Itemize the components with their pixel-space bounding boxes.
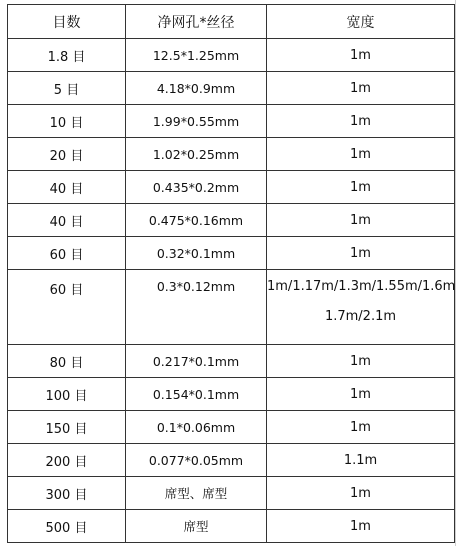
mesh-spec-table [7, 4, 455, 543]
mesh-count-cell: 150 目 [8, 411, 126, 444]
mesh-count-cell: 40 目 [8, 171, 126, 204]
width-cell: 1m [267, 378, 455, 411]
aperture-wire-cell: 席型 [126, 510, 267, 543]
mesh-count-cell: 10 目 [8, 105, 126, 138]
table-row [8, 105, 455, 138]
mesh-count-cell: 500 目 [8, 510, 126, 543]
page-edge-line [455, 0, 456, 546]
table-row [8, 237, 455, 270]
header-mesh-count: 目数 [8, 5, 126, 39]
aperture-wire-cell: 0.3*0.12mm [126, 270, 267, 345]
aperture-wire-cell: 12.5*1.25mm [126, 39, 267, 72]
aperture-wire-cell: 0.32*0.1mm [126, 237, 267, 270]
aperture-wire-cell: 0.217*0.1mm [126, 345, 267, 378]
mesh-count-cell: 100 目 [8, 378, 126, 411]
mesh-count-cell: 80 目 [8, 345, 126, 378]
table-body [8, 39, 455, 543]
mesh-count-cell: 1.8 目 [8, 39, 126, 72]
table-row [8, 345, 455, 378]
table-row [8, 270, 455, 345]
table-row [8, 510, 455, 543]
table-row [8, 204, 455, 237]
table-row [8, 72, 455, 105]
aperture-wire-cell: 1.02*0.25mm [126, 138, 267, 171]
mesh-count-cell: 60 目 [8, 237, 126, 270]
mesh-count-cell: 5 目 [8, 72, 126, 105]
aperture-wire-cell: 4.18*0.9mm [126, 72, 267, 105]
width-cell: 1m [267, 237, 455, 270]
mesh-count-cell: 300 目 [8, 477, 126, 510]
table-row [8, 477, 455, 510]
table-row [8, 378, 455, 411]
width-cell: 1m [267, 138, 455, 171]
width-cell: 1m [267, 477, 455, 510]
width-cell: 1m [267, 345, 455, 378]
mesh-count-cell: 40 目 [8, 204, 126, 237]
width-cell: 1m [267, 72, 455, 105]
table-row [8, 444, 455, 477]
aperture-wire-cell: 0.1*0.06mm [126, 411, 267, 444]
width-cell: 1m [267, 39, 455, 72]
table-row [8, 138, 455, 171]
width-cell: 1.1m [267, 444, 455, 477]
aperture-wire-cell: 0.077*0.05mm [126, 444, 267, 477]
table-row [8, 39, 455, 72]
aperture-wire-cell: 0.475*0.16mm [126, 204, 267, 237]
mesh-count-cell: 200 目 [8, 444, 126, 477]
header-aperture-wire: 净网孔*丝径 [126, 5, 267, 39]
mesh-count-cell: 20 目 [8, 138, 126, 171]
table-row [8, 171, 455, 204]
header-width: 宽度 [267, 5, 455, 39]
aperture-wire-cell: 0.435*0.2mm [126, 171, 267, 204]
width-cell: 1m [267, 411, 455, 444]
mesh-count-cell: 60 目 [8, 270, 126, 345]
aperture-wire-cell: 0.154*0.1mm [126, 378, 267, 411]
aperture-wire-cell: 1.99*0.55mm [126, 105, 267, 138]
aperture-wire-cell: 席型、席型 [126, 477, 267, 510]
width-cell: 1m [267, 105, 455, 138]
width-cell: 1m [267, 171, 455, 204]
width-cell: 1m [267, 510, 455, 543]
table-row [8, 411, 455, 444]
width-cell: 1m [267, 204, 455, 237]
header-row [8, 5, 455, 39]
width-cell: 1m/1.17m/1.3m/1.55m/1.6m 1.7m/2.1m [267, 270, 455, 345]
